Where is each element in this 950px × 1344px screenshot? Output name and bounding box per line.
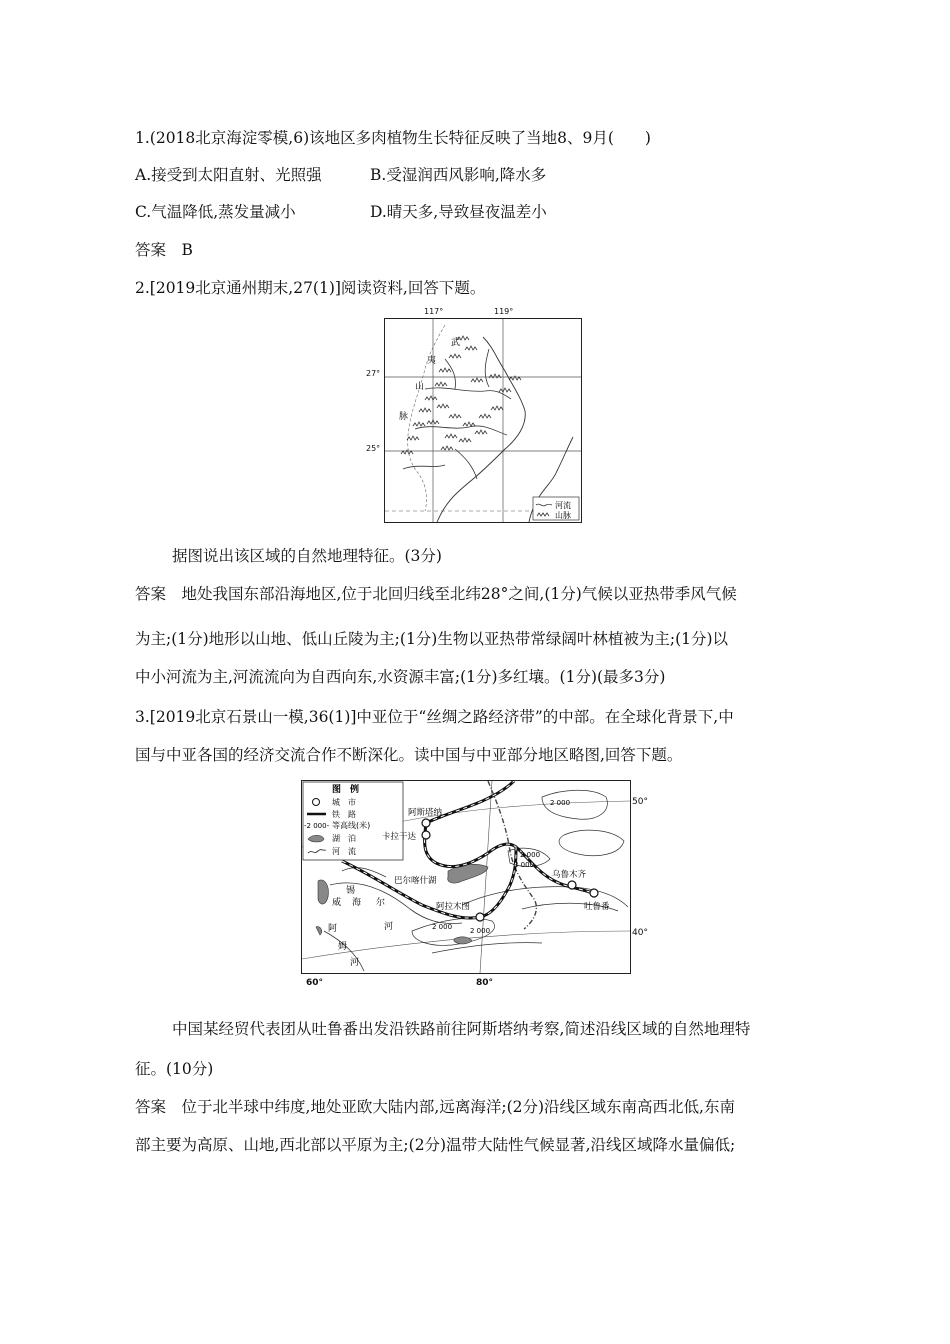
lon-label-119: 119°: [494, 307, 514, 316]
mountain-symbol-icon: [459, 438, 471, 442]
lat-label-50: 50°: [632, 797, 648, 807]
mountain-symbol-icon: [475, 430, 487, 434]
lon-label-117-outer: 117°: [424, 307, 444, 316]
amu-char-2: 姆: [338, 942, 348, 952]
q1-option-c: C.气温降低,蒸发量减小: [135, 203, 296, 221]
q3-question-line1: 中国某经贸代表团从吐鲁番出发沿铁路前往阿斯塔纳考察,简述沿线区域的自然地理特: [172, 1020, 751, 1038]
q2-answer-line2: 为主;(1分)地形以山地、低山丘陵为主;(1分)生物以亚热带常绿阔叶林植被为主;(1分)以: [135, 630, 729, 648]
contour-label-2000-c: 2 000: [432, 923, 453, 931]
q1-option-a: A.接受到太阳直射、光照强: [135, 166, 322, 184]
q1-stem: 1.(2018北京海淀零模,6)该地区多肉植物生长特征反映了当地8、9月( ): [135, 129, 651, 147]
q3-answer-line1: 答案 位于北半球中纬度,地处亚欧大陆内部,远离海洋;(2分)沿线区域东南高西北低,东南: [135, 1098, 735, 1116]
mountain-symbol-icon: [435, 382, 447, 386]
q2-question: 据图说出该区域的自然地理特征。(3分): [172, 547, 442, 565]
mountain-symbol-icon: [407, 436, 419, 440]
mountain-symbol-icon: [445, 434, 457, 438]
legend-river-label: 河 流: [332, 847, 356, 856]
mountain-symbol-icon: [439, 368, 451, 372]
q2-stem: 2.[2019北京通州期末,27(1)]阅读资料,回答下题。: [135, 279, 486, 297]
mountain-symbol-icon: [437, 404, 449, 408]
hai-char: 海: [352, 898, 362, 908]
lat-label-25: 25°: [366, 444, 381, 453]
mountain-symbol-icon: [499, 388, 511, 392]
q3-stem-line2: 国与中亚各国的经济交流合作不断深化。读中国与中亚部分地区略图,回答下题。: [135, 746, 683, 764]
almaty-label: 阿拉木图: [436, 902, 471, 912]
mountain-symbol-icon: [465, 346, 477, 350]
mountain-char-4: 脉: [399, 412, 409, 422]
lon-label-60: 60°: [306, 978, 324, 988]
legend-title: 图 例: [332, 785, 360, 795]
legend-city-label: 城 市: [332, 798, 356, 807]
mountain-symbol-icon: [479, 414, 491, 418]
mountain-symbol-icon: [413, 422, 425, 426]
q1-answer: 答案 B: [135, 241, 193, 259]
q2-answer-line3: 中小河流为主,河流流向为自西向东,水资源丰富;(1分)多红壤。(1分)(最多3分): [135, 668, 666, 686]
mountain-symbol-icon: [471, 378, 483, 382]
q1-option-d: D.晴天多,导致昼夜温差小: [370, 203, 547, 221]
contour-label-2000-a: 2 000: [550, 799, 571, 807]
mountain-char-2: 夷: [427, 356, 437, 366]
q3-answer-line2: 部主要为高原、山地,西北部以平原为主;(2分)温带大陆性气候显著,沿线区域降水量偏低;: [135, 1136, 736, 1154]
mountain-symbol-icon: [463, 422, 475, 426]
amu-char-3: 河: [350, 958, 360, 968]
legend-contour-label: 等高线(米): [332, 821, 371, 830]
fujian-map: [384, 318, 582, 523]
mountain-symbol-icon: [449, 354, 461, 358]
mountain-symbol-icon: [419, 408, 431, 412]
amu-char-1: 阿: [328, 924, 338, 934]
mountain-symbol-icon: [491, 406, 503, 410]
balkhash-label: 巴尔喀什湖: [394, 876, 437, 886]
central-asia-map: [301, 780, 631, 974]
legend-mountain-label: 山脉: [555, 511, 571, 520]
astana-label: 阿斯塔纳: [408, 808, 443, 818]
legend-contour-value: -2 000-: [304, 822, 330, 830]
urumqi-label: 乌鲁木齐: [552, 870, 587, 880]
lon-label-80: 80°: [476, 978, 494, 988]
q2-answer-line1: 答案 地处我国东部沿海地区,位于北回归线至北纬28°之间,(1分)气候以亚热带季风气候: [135, 585, 737, 603]
legend-lake-label: 湖 泊: [332, 834, 356, 843]
contour-label-3000: 3 000: [514, 861, 535, 869]
syr-char-2: 尔: [376, 898, 386, 908]
contour-label-2000-d: 2 000: [470, 927, 491, 935]
q3-question-line2: 征。(10分): [135, 1060, 214, 1078]
mountain-symbol-icon: [489, 374, 501, 378]
q1-option-b: B.受湿润西风影响,降水多: [370, 166, 547, 184]
legend-rail-label: 铁 路: [332, 810, 356, 819]
mountain-char-3: 山: [415, 382, 425, 392]
mountain-symbol-icon: [509, 376, 521, 380]
legend-river-label: 河流: [555, 501, 571, 510]
mountain-symbol-icon: [401, 450, 413, 454]
mountain-symbol-icon: [449, 414, 461, 418]
q3-stem-line1: 3.[2019北京石景山一模,36(1)]中亚位于“丝绸之路经济带”的中部。在全球化背景下,中: [135, 708, 734, 726]
lat-label-27: 27°: [366, 369, 381, 378]
lat-label-40: 40°: [632, 928, 648, 938]
contour-label-2000-b: 2 000: [520, 851, 541, 859]
mountain-char-1: 武: [451, 338, 461, 348]
karaganda-label: 卡拉干达: [382, 832, 417, 842]
syr-char-1: 锡: [346, 886, 356, 896]
mountain-symbol-icon: [425, 396, 437, 400]
turpan-label: 吐鲁番: [584, 902, 610, 912]
syr-char-3: 河: [384, 922, 394, 932]
wei-char: 威: [332, 898, 342, 908]
mountain-symbol-icon: [441, 446, 453, 450]
